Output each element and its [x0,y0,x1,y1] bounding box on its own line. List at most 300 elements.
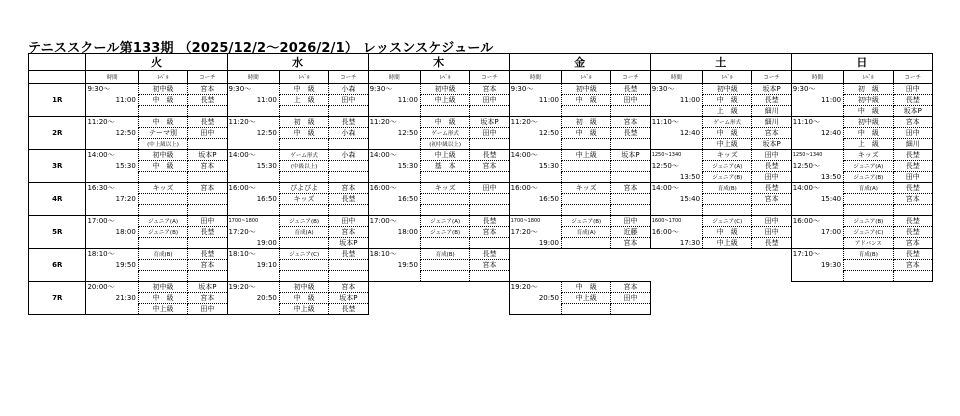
time-cell: 19:20〜 [227,282,279,293]
time-cell: 17:20〜 [509,227,561,238]
level-cell [420,106,469,117]
level-cell: ジュニア(C) [279,249,328,260]
coach-cell: 長埜 [893,95,932,106]
coach-cell: 長埜 [470,150,509,161]
coach-header: コーチ [188,71,227,84]
coach-cell [188,271,227,282]
time-cell: 11:10〜 [650,117,702,128]
empty-cell [703,271,752,282]
level-cell: 初 級 [562,117,611,128]
coach-cell: 田中 [752,150,791,161]
time-cell [368,271,420,282]
time-cell [227,172,279,183]
coach-cell: 宮本 [611,282,650,293]
coach-cell: 宮本 [188,183,227,194]
time-cell: 14:00〜 [650,183,702,194]
coach-cell: 長埜 [752,183,791,194]
level-cell: 初中級 [138,150,187,161]
time-cell: 14:00〜 [791,183,843,194]
time-cell: 15:40 [650,194,702,205]
coach-cell: 田中 [611,95,650,106]
coach-cell: 坂本P [470,117,509,128]
time-cell: 1700~1800 [509,216,561,227]
level-cell [562,139,611,150]
level-cell: 基 本 [420,161,469,172]
coach-cell: 田中 [188,304,227,315]
time-cell: 14:00〜 [509,150,561,161]
time-cell: 20:50 [509,293,561,304]
level-cell: 育成(B) [844,249,893,260]
time-cell [227,139,279,150]
level-cell [844,205,893,216]
time-cell: 11:00 [650,95,702,106]
coach-cell: 田中 [893,172,932,183]
time-cell: 12:40 [650,128,702,139]
time-cell: 11:20〜 [368,117,420,128]
time-cell: 12:50〜 [791,161,843,172]
level-cell: キッズ [420,183,469,194]
time-cell [227,106,279,117]
time-cell: 16:00〜 [368,183,420,194]
round-label: 3R [29,150,86,183]
level-cell: ジュニア(B) [844,216,893,227]
coach-cell [470,194,509,205]
level-cell [138,106,187,117]
level-cell: ジュニア(A) [703,161,752,172]
empty-cell [611,249,650,260]
coach-cell: 長埜 [188,117,227,128]
time-cell: 11:20〜 [227,117,279,128]
level-cell: 中上級 [562,150,611,161]
coach-cell: 田中 [329,95,368,106]
coach-cell: 田中 [188,128,227,139]
coach-cell: 宮本 [893,238,932,249]
coach-cell: 坂本P [188,150,227,161]
level-cell: 上 級 [844,139,893,150]
empty-cell [703,293,752,304]
coach-cell [470,238,509,249]
time-cell [791,238,843,249]
coach-header: コーチ [752,71,791,84]
coach-cell: 田中 [611,216,650,227]
level-cell: 中上級 [703,139,752,150]
coach-cell: 長埜 [752,238,791,249]
time-cell: 1250~1340 [791,150,843,161]
time-cell: 1600~1700 [650,216,702,227]
time-cell [86,238,138,249]
level-cell: ジュニア(C) [844,227,893,238]
time-cell: 16:50 [227,194,279,205]
level-cell [420,271,469,282]
level-cell: 中 級 [279,84,328,95]
level-cell [279,205,328,216]
empty-cell [650,282,702,293]
level-cell: 中 級 [703,95,752,106]
coach-cell: 坂本P [752,84,791,95]
coach-cell: 田中 [752,216,791,227]
level-cell: ジュニア(B) [703,172,752,183]
empty-cell [368,304,420,315]
coach-cell: 田中 [188,216,227,227]
level-cell: 上 級 [703,106,752,117]
round-label: 7R [29,282,86,315]
coach-cell [188,139,227,150]
coach-cell [470,106,509,117]
time-cell [86,205,138,216]
coach-cell: 田中 [752,172,791,183]
time-cell [650,205,702,216]
empty-cell [844,304,893,315]
level-cell: キッズ [138,183,187,194]
coach-cell: 宮本 [893,194,932,205]
coach-cell: 長埜 [188,95,227,106]
coach-cell: 細川 [752,117,791,128]
time-cell [227,205,279,216]
level-cell [562,304,611,315]
time-cell: 11:00 [86,95,138,106]
empty-cell [611,260,650,271]
time-header: 時間 [650,71,702,84]
coach-cell: 小森 [329,128,368,139]
day-header: 水 [227,54,368,71]
coach-cell [752,205,791,216]
empty-cell [844,282,893,293]
time-cell [368,205,420,216]
round-label: 5R [29,216,86,249]
coach-cell: 田中 [893,84,932,95]
coach-cell: 坂本P [752,139,791,150]
coach-cell: 長埜 [329,304,368,315]
coach-cell [188,194,227,205]
coach-cell: 長埜 [188,249,227,260]
level-cell: 中 級 [562,95,611,106]
coach-cell: 宮本 [188,260,227,271]
level-cell: 中上級 [279,304,328,315]
coach-cell [611,194,650,205]
time-cell: 9:30〜 [509,84,561,95]
time-cell: 15:40 [791,194,843,205]
level-cell: ジュニア(A) [138,216,187,227]
empty-cell [844,293,893,304]
time-cell [509,139,561,150]
level-cell [562,238,611,249]
level-cell [138,205,187,216]
coach-cell: 長埜 [893,216,932,227]
empty-cell [752,260,791,271]
coach-cell: 長埜 [611,84,650,95]
coach-cell: 長埜 [893,183,932,194]
level-cell: テーマ別 [138,128,187,139]
empty-cell [791,282,843,293]
time-cell [650,139,702,150]
level-header: ﾚﾍﾞﾙ [562,71,611,84]
level-cell: ジュニア(B) [844,172,893,183]
level-cell: 中 級 [562,128,611,139]
time-cell: 15:30 [227,161,279,172]
time-cell [86,304,138,315]
time-cell: 9:30〜 [791,84,843,95]
level-cell [420,194,469,205]
level-cell: 中上級 [703,238,752,249]
level-cell [138,194,187,205]
time-cell: 11:00 [227,95,279,106]
empty-cell [893,304,932,315]
level-cell [138,172,187,183]
level-cell: ジュニア(B) [420,227,469,238]
page-title: テニススクール第133期 （2025/12/2〜2026/2/1） レッスンスケジュール [28,41,494,56]
schedule-table [28,53,933,380]
time-header: 時間 [509,71,561,84]
time-cell: 12:50 [368,128,420,139]
level-cell: ジュニア(B) [562,216,611,227]
empty-cell [368,293,420,304]
coach-cell: 小森 [329,150,368,161]
time-cell [86,271,138,282]
level-cell [279,238,328,249]
time-header: 時間 [86,71,138,84]
time-cell: 17:20 [86,194,138,205]
time-cell: 18:00 [368,227,420,238]
coach-cell: 長埜 [329,194,368,205]
time-cell: 12:40 [791,128,843,139]
level-cell [844,260,893,271]
level-cell: ゲーム形式 [703,117,752,128]
empty-cell [703,282,752,293]
level-cell [562,194,611,205]
time-cell: 9:30〜 [86,84,138,95]
coach-cell: 田中 [470,128,509,139]
empty-cell [703,249,752,260]
coach-cell: 宮本 [188,161,227,172]
coach-cell [188,238,227,249]
coach-cell: 宮本 [611,183,650,194]
coach-cell: 宮本 [752,194,791,205]
time-cell: 14:00〜 [227,150,279,161]
time-cell: 11:00 [509,95,561,106]
coach-cell: 宮本 [752,128,791,139]
day-header: 土 [650,54,791,71]
coach-cell: 宮本 [611,238,650,249]
empty-cell [611,271,650,282]
coach-cell: 宮本 [188,293,227,304]
empty-cell [509,260,561,271]
coach-cell: 長埜 [470,249,509,260]
level-header: ﾚﾍﾞﾙ [844,71,893,84]
level-cell: ジュニア(B) [279,216,328,227]
time-cell [86,139,138,150]
level-cell [844,194,893,205]
empty-cell [470,293,509,304]
coach-cell [329,106,368,117]
time-cell: 17:30 [650,238,702,249]
time-cell: 11:00 [791,95,843,106]
round-label: 4R [29,183,86,216]
time-cell: 16:00〜 [509,183,561,194]
time-cell: 20:00〜 [86,282,138,293]
time-cell [368,106,420,117]
level-cell: 中 級 [279,128,328,139]
coach-cell: 長埜 [329,117,368,128]
time-cell [791,271,843,282]
time-cell: 16:50 [368,194,420,205]
time-cell [368,238,420,249]
time-cell: 13:50 [791,172,843,183]
empty-cell [562,249,611,260]
level-header: ﾚﾍﾞﾙ [420,71,469,84]
empty-cell [650,304,702,315]
time-cell: 21:30 [86,293,138,304]
time-cell: 19:50 [86,260,138,271]
empty-cell [650,293,702,304]
level-cell [138,271,187,282]
time-cell: 11:20〜 [86,117,138,128]
empty-cell [791,304,843,315]
coach-cell: 近藤 [611,227,650,238]
time-cell [509,172,561,183]
time-cell [86,106,138,117]
coach-cell: 長埜 [188,227,227,238]
coach-cell [611,172,650,183]
level-cell: 初中級 [279,282,328,293]
level-cell [420,172,469,183]
round-label: 1R [29,84,86,117]
coach-cell: 小森 [329,84,368,95]
coach-cell: 田中 [329,216,368,227]
time-cell [227,304,279,315]
level-header: ﾚﾍﾞﾙ [703,71,752,84]
time-cell: 11:00 [368,95,420,106]
empty-cell [791,293,843,304]
level-cell: ぴよぴよ [279,183,328,194]
coach-cell [329,271,368,282]
time-cell: 18:10〜 [86,249,138,260]
level-cell [279,106,328,117]
time-cell: 20:50 [227,293,279,304]
coach-cell: 田中 [752,227,791,238]
empty-cell [509,271,561,282]
coach-cell: 田中 [470,183,509,194]
level-cell: キッズ [279,194,328,205]
level-cell: ジュニア(B) [138,227,187,238]
level-cell: (中上級以上) [138,139,187,150]
empty-cell [562,260,611,271]
coach-cell: 宮本 [470,227,509,238]
coach-cell: 宮本 [329,282,368,293]
coach-cell [893,271,932,282]
empty-cell [470,304,509,315]
coach-cell: 坂本P [893,106,932,117]
coach-cell [470,271,509,282]
level-cell: 育成(A) [279,227,328,238]
time-cell: 17:20〜 [227,227,279,238]
time-header: 時間 [368,71,420,84]
level-cell [279,139,328,150]
level-cell: 中 級 [844,128,893,139]
level-cell: ジュニア(A) [420,216,469,227]
coach-cell: 宮本 [329,227,368,238]
empty-cell [650,271,702,282]
level-cell: 育成(B) [138,249,187,260]
level-cell [562,161,611,172]
coach-cell: 坂本P [329,238,368,249]
level-cell: 中 級 [703,128,752,139]
coach-cell [329,161,368,172]
level-cell [844,271,893,282]
time-cell: 1250~1340 [650,150,702,161]
time-cell: 9:30〜 [368,84,420,95]
round-label: 6R [29,249,86,282]
level-cell [279,172,328,183]
coach-cell [329,205,368,216]
empty-cell [752,282,791,293]
level-cell: 初中級 [138,282,187,293]
coach-cell [329,139,368,150]
level-cell [420,260,469,271]
coach-cell: 田中 [470,95,509,106]
level-cell: 中 級 [420,117,469,128]
time-cell: 16:30〜 [86,183,138,194]
level-cell [138,238,187,249]
coach-cell [470,139,509,150]
time-cell: 12:50 [509,128,561,139]
level-cell: 中 級 [562,282,611,293]
day-header: 火 [86,54,227,71]
time-cell: 18:10〜 [368,249,420,260]
coach-cell: 宮本 [611,117,650,128]
coach-cell [329,260,368,271]
level-cell: 中上級 [562,293,611,304]
level-cell: 育成(B) [420,249,469,260]
time-cell: 17:00 [791,227,843,238]
level-cell: 中上級 [138,304,187,315]
empty-cell [420,304,469,315]
coach-cell: 坂本P [329,293,368,304]
time-cell: 13:50 [650,172,702,183]
coach-cell: 宮本 [470,161,509,172]
level-cell [562,106,611,117]
time-cell: 18:10〜 [227,249,279,260]
time-cell: 9:30〜 [227,84,279,95]
level-cell: ゲーム形式 [420,128,469,139]
level-cell: 初中級 [562,84,611,95]
level-cell: キッズ [703,150,752,161]
coach-cell [470,172,509,183]
time-cell: 15:30 [368,161,420,172]
empty-cell [650,260,702,271]
time-cell: 18:00 [86,227,138,238]
time-cell: 16:00〜 [791,216,843,227]
time-cell: 11:10〜 [791,117,843,128]
level-cell: 育成(A) [844,183,893,194]
level-cell: 初 級 [279,117,328,128]
time-cell: 14:00〜 [86,150,138,161]
time-cell: 16:00〜 [650,227,702,238]
coach-cell: 坂本P [188,282,227,293]
empty-cell [509,249,561,260]
level-cell [279,271,328,282]
level-cell: 中上級 [420,95,469,106]
coach-cell [188,172,227,183]
time-cell: 12:50〜 [650,161,702,172]
time-header: 時間 [227,71,279,84]
coach-header: コーチ [329,71,368,84]
level-cell: ジュニア(C) [703,216,752,227]
time-cell: 12:50 [86,128,138,139]
level-cell: ゲーム形式 [279,150,328,161]
coach-cell: 細川 [752,106,791,117]
coach-cell [893,205,932,216]
coach-cell [188,205,227,216]
